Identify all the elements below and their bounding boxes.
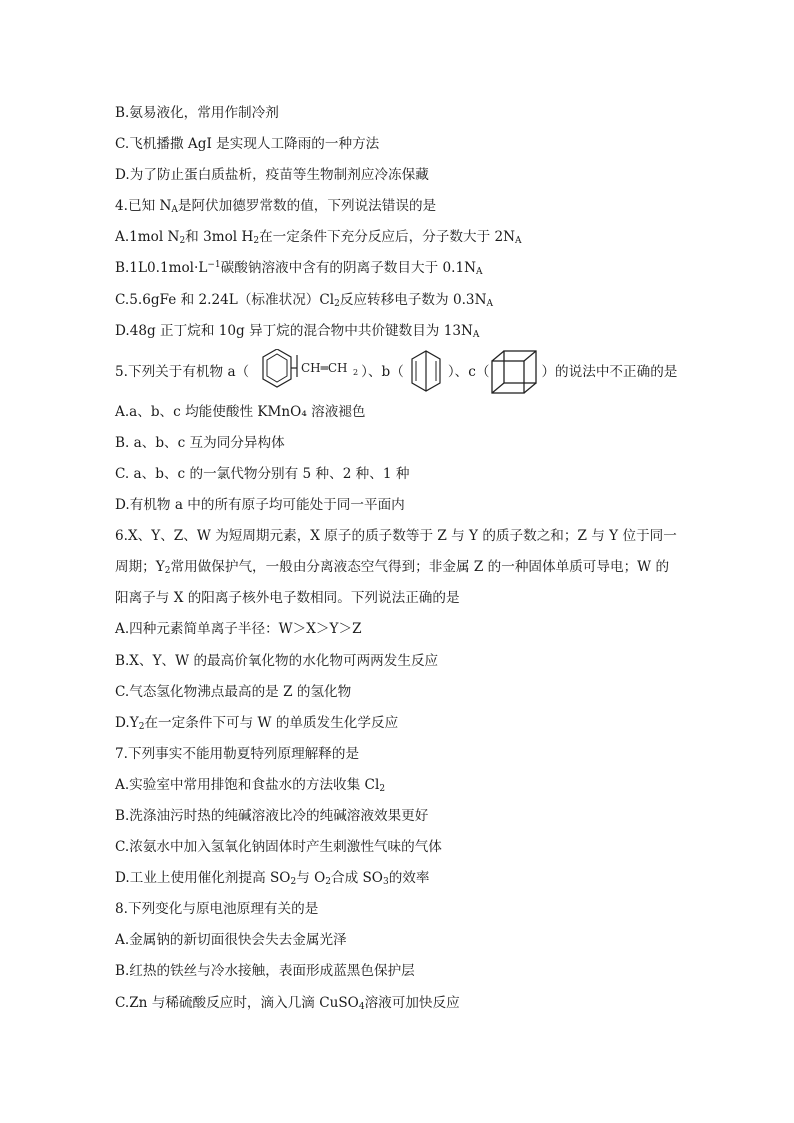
cubane-structure [489, 349, 541, 395]
q6-stem-line2: 周期；$Y_2$常用做保护气，一般由分离液态空气得到；非金属 Z 的一种固体单质可导电；W 的 [115, 559, 670, 577]
q7-option-c: C.浓氨水中加入氢氧化钠固体时产生刺激性气味的气体 [115, 839, 442, 856]
q7-option-a: A.实验室中常用排饱和食盐水的方法收集 $Cl_2$ [115, 776, 386, 794]
q4-option-d: D.48g 正丁烷和 10g 异丁烷的混合物中共价键数目为 $13N_A$ [115, 322, 480, 340]
vinyl-label: CH═CH [301, 360, 348, 375]
q4-option-c: C.5.6gFe 和 2.24L（标准状况）$Cl_2$反应转移电子数为 $0.3N_A$ [115, 291, 493, 309]
q3-option-d: D.为了防止蛋白质盐析，疫苗等生物制剂应冷冻保藏 [115, 167, 429, 184]
q3-option-b: B.氨易液化，常用作制冷剂 [115, 105, 279, 121]
q6-stem-line1: 6.X、Y、Z、W 为短周期元素，X 原子的质子数等于 Z 与 Y 的质子数之和；Z 与 Y 位于同一 [115, 528, 677, 545]
q6-option-a: A.四种元素简单离子半径：W＞X＞Y＞Z [115, 621, 362, 638]
q7-option-d: D.工业上使用催化剂提高 $SO_2$与 $O_2$合成 $SO_3$的效率 [115, 870, 430, 888]
q6-option-b: B.X、Y、W 的最高价氧化物的水化物可两两发生反应 [115, 652, 439, 669]
q4-stem: 4.已知 $N_A$是阿伏加德罗常数的值，下列说法错误的是 [115, 198, 437, 216]
q4-option-a: A.1mol $N_2$和 3mol $H_2$在一定条件下充分反应后，分子数大于 $2N_A$ [115, 229, 522, 247]
q7-stem: 7.下列事实不能用勒夏特列原理解释的是 [115, 745, 360, 762]
q4-option-b: $B.1L0.1mol\cdot L^{-1}$碳酸钠溶液中含有的阴离子数目大于 $0.1N_A$ [115, 260, 483, 278]
vinyl-subscript: 2 [353, 367, 359, 377]
styrene-structure [249, 349, 361, 395]
q5-option-c: C. a、b、c 的一氯代物分别有 5 种、2 种、1 种 [115, 465, 410, 482]
bicyclic-structure [404, 349, 448, 395]
q8-option-c: C.Zn 与稀硫酸反应时，滴入几滴 CuSO$_4$溶液可加快反应 [115, 994, 460, 1012]
q6-option-c: C.气态氢化物沸点最高的是 Z 的氢化物 [115, 683, 352, 700]
q8-stem: 8.下列变化与原电池原理有关的是 [115, 901, 319, 918]
q5-stem: 5.下列关于有机物 a（ CH═CH 2 ）、b（ ）、c（ ）的说法中不正确的是 [115, 347, 690, 397]
exam-page [115, 98, 690, 1019]
q8-option-b: B.红热的铁丝与冷水接触，表面形成蓝黑色保护层 [115, 963, 415, 980]
q5-option-b: B. a、b、c 互为同分异构体 [115, 434, 285, 451]
q5-option-a: A.a、b、c 均能使酸性 KMnO₄ 溶液褪色 [115, 403, 366, 420]
q5-option-d: D.有机物 a 中的所有原子均可能处于同一平面内 [115, 497, 405, 514]
q7-option-b: B.洗涤油污时热的纯碱溶液比冷的纯碱溶液效果更好 [115, 807, 429, 824]
q6-option-d: $D.Y_2$在一定条件下可与 W 的单质发生化学反应 [115, 714, 399, 732]
q6-stem-line3: 阳离子与 X 的阳离子核外电子数相同。下列说法正确的是 [115, 590, 460, 607]
q3-option-c: C.飞机播撒 AgI 是实现人工降雨的一种方法 [115, 136, 380, 153]
q8-option-a: A.金属钠的新切面很快会失去金属光泽 [115, 932, 347, 949]
